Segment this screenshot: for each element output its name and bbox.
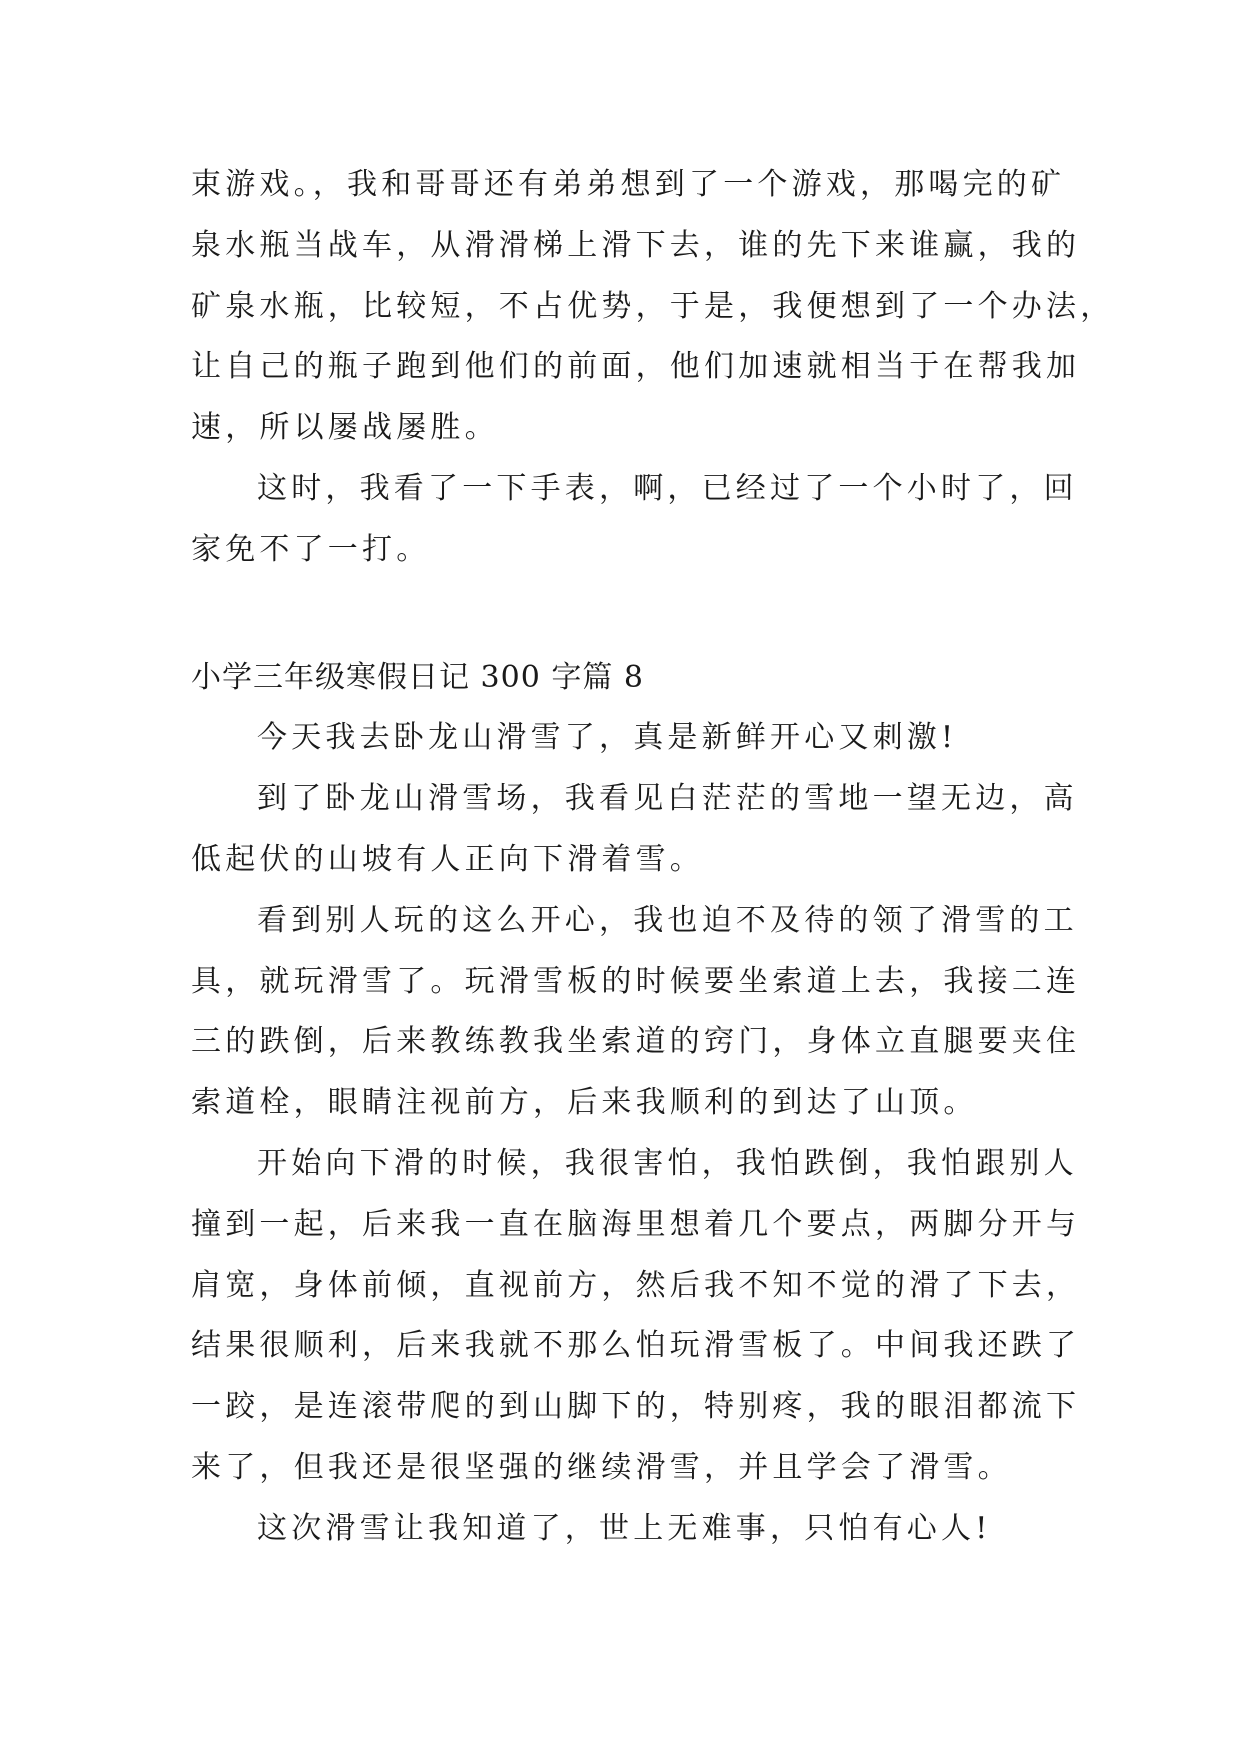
paragraph-watch xyxy=(191,459,1078,581)
paragraph-skiing-down xyxy=(191,1134,1081,1499)
text-line: 看到别人玩的这么开心，我也迫不及待的领了滑雪的工 xyxy=(257,902,1078,938)
text-line: 这次滑雪让我知道了，世上无难事，只怕有心人! xyxy=(257,1510,992,1546)
text-line: 束游戏。，我和哥哥还有弟弟想到了一个游戏，那喝完的矿 xyxy=(191,167,1066,202)
paragraph-bottle-game xyxy=(191,155,1115,459)
text-line: 来了，但我还是很坚强的继续滑雪，并且学会了滑雪。 xyxy=(191,1449,1012,1485)
section-title: 小学三年级寒假日记 300 字篇 8 xyxy=(191,659,644,695)
text-line: 具，就玩滑雪了。玩滑雪板的时候要坐索道上去，我接二连 xyxy=(191,963,1081,999)
section-gap xyxy=(191,581,1071,648)
text-line: 这时，我看了一下手表，啊，已经过了一个小时了，回 xyxy=(257,470,1078,506)
text-line: 让自己的瓶子跑到他们的前面，他们加速就相当于在帮我加 xyxy=(191,349,1081,385)
text-line: 速，所以屡战屡胜。 xyxy=(191,410,499,446)
text-line: 索道栓，眼睛注视前方，后来我顺利的到达了山顶。 xyxy=(191,1085,978,1121)
text-line: 矿泉水瓶，比较短，不占优势，于是，我便想到了一个办法， xyxy=(191,288,1115,324)
paragraph-intro xyxy=(191,708,1071,769)
text-line: 三的跌倒，后来教练教我坐索道的窍门，身体立直腿要夹住 xyxy=(191,1024,1081,1060)
text-line: 低起伏的山坡有人正向下滑着雪。 xyxy=(191,841,704,877)
text-line: 撞到一起，后来我一直在脑海里想着几个要点，两脚分开与 xyxy=(191,1206,1081,1242)
text-line: 开始向下滑的时候，我很害怕，我怕跌倒，我怕跟别人 xyxy=(257,1145,1078,1181)
document-body xyxy=(191,155,1115,1560)
text-line: 肩宽，身体前倾，直视前方，然后我不知不觉的滑了下去， xyxy=(191,1267,1081,1303)
paragraph-conclusion xyxy=(191,1499,1071,1560)
text-line: 今天我去卧龙山滑雪了，真是新鲜开心又刺激! xyxy=(257,720,958,756)
paragraph-equipment xyxy=(191,891,1081,1134)
paragraph-arrival xyxy=(191,769,1078,891)
text-line: 结果很顺利，后来我就不那么怕玩滑雪板了。中间我还跌了 xyxy=(191,1328,1081,1364)
text-line: 家免不了一打。 xyxy=(191,531,431,567)
text-line: 到了卧龙山滑雪场，我看见白茫茫的雪地一望无边，高 xyxy=(257,781,1078,817)
text-line: 一跤，是连滚带爬的到山脚下的，特别疼，我的眼泪都流下 xyxy=(191,1389,1081,1425)
text-line: 泉水瓶当战车，从滑滑梯上滑下去，谁的先下来谁赢，我的 xyxy=(191,227,1081,263)
